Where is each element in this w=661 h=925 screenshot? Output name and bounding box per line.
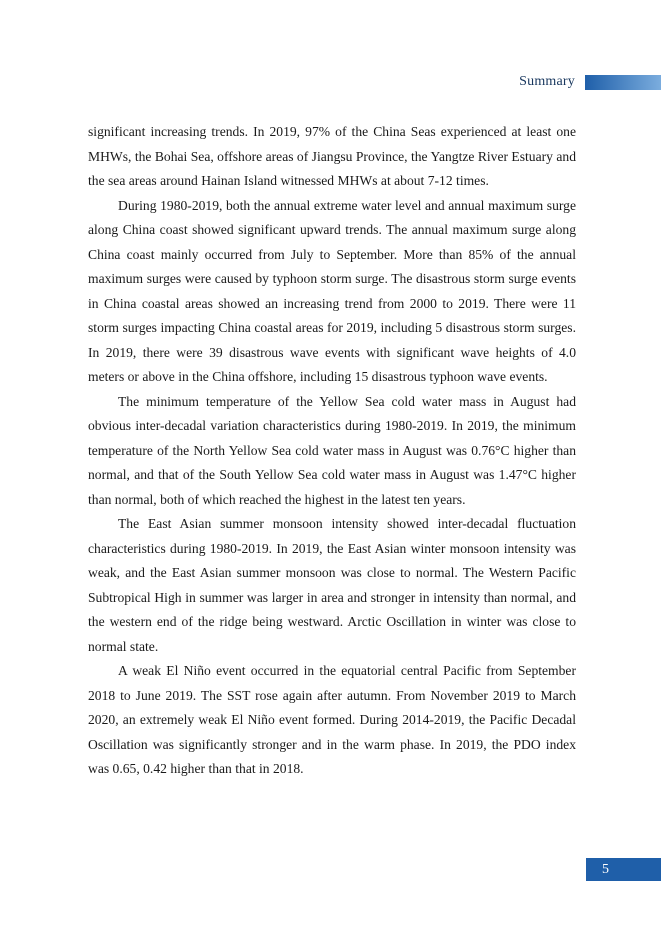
header-title: Summary — [519, 74, 575, 89]
paragraph: The East Asian summer monsoon intensity showed inter-decadal fluctuation characteristics during 1980-2019. In 2019, the East Asian winter monsoon intensity was weak, and the East Asian summer monsoon was close to normal. The Western Pacific Subtropical High in summer was larger in area and stronger in intensity than normal, and the western end of the ridge being westward. Arctic Oscillation in winter was close to normal state. — [88, 516, 576, 654]
header-accent-bar — [585, 75, 661, 90]
footer-page-number-box — [586, 858, 661, 881]
paragraph: significant increasing trends. In 2019, 97% of the China Seas experienced at least one MHWs, the Bohai Sea, offshore areas of Jiangsu Province, the Yangtze River Estuary and the sea areas around Hainan Island witnessed MHWs at about 7-12 times. — [88, 124, 576, 188]
paragraph: A weak El Niño event occurred in the equatorial central Pacific from September 2018 to June 2019. The SST rose again after autumn. From November 2019 to March 2020, an extremely weak El Niño event formed. During 2014-2019, the Pacific Decadal Oscillation was significantly stronger and in the warm phase. In 2019, the PDO index was 0.65, 0.42 higher than that in 2018. — [88, 663, 576, 776]
page-number: 5 — [602, 862, 609, 877]
body-text — [88, 120, 576, 782]
page-header — [0, 72, 661, 94]
paragraph: During 1980-2019, both the annual extreme water level and annual maximum surge along China coast showed significant upward trends. The annual maximum surge along China coast mainly occurred from July to September. More than 85% of the annual maximum surges were caused by typhoon storm surge. The disastrous storm surge events in China coastal areas showed an increasing trend from 2000 to 2019. There were 11 storm surges impacting China coastal areas for 2019, including 5 disastrous storm surges. In 2019, there were 39 disastrous wave events with significant wave heights of 4.0 meters or above in the China offshore, including 15 disastrous typhoon wave events. — [88, 197, 576, 384]
paragraph: The minimum temperature of the Yellow Sea cold water mass in August had obvious inter-decadal variation characteristics during 1980-2019. In 2019, the minimum temperature of the North Yellow Sea cold water mass in August was 0.76°C higher than normal, and that of the South Yellow Sea cold water mass in August was 1.47°C higher than normal, both of which reached the highest in the latest ten years. — [88, 393, 576, 507]
